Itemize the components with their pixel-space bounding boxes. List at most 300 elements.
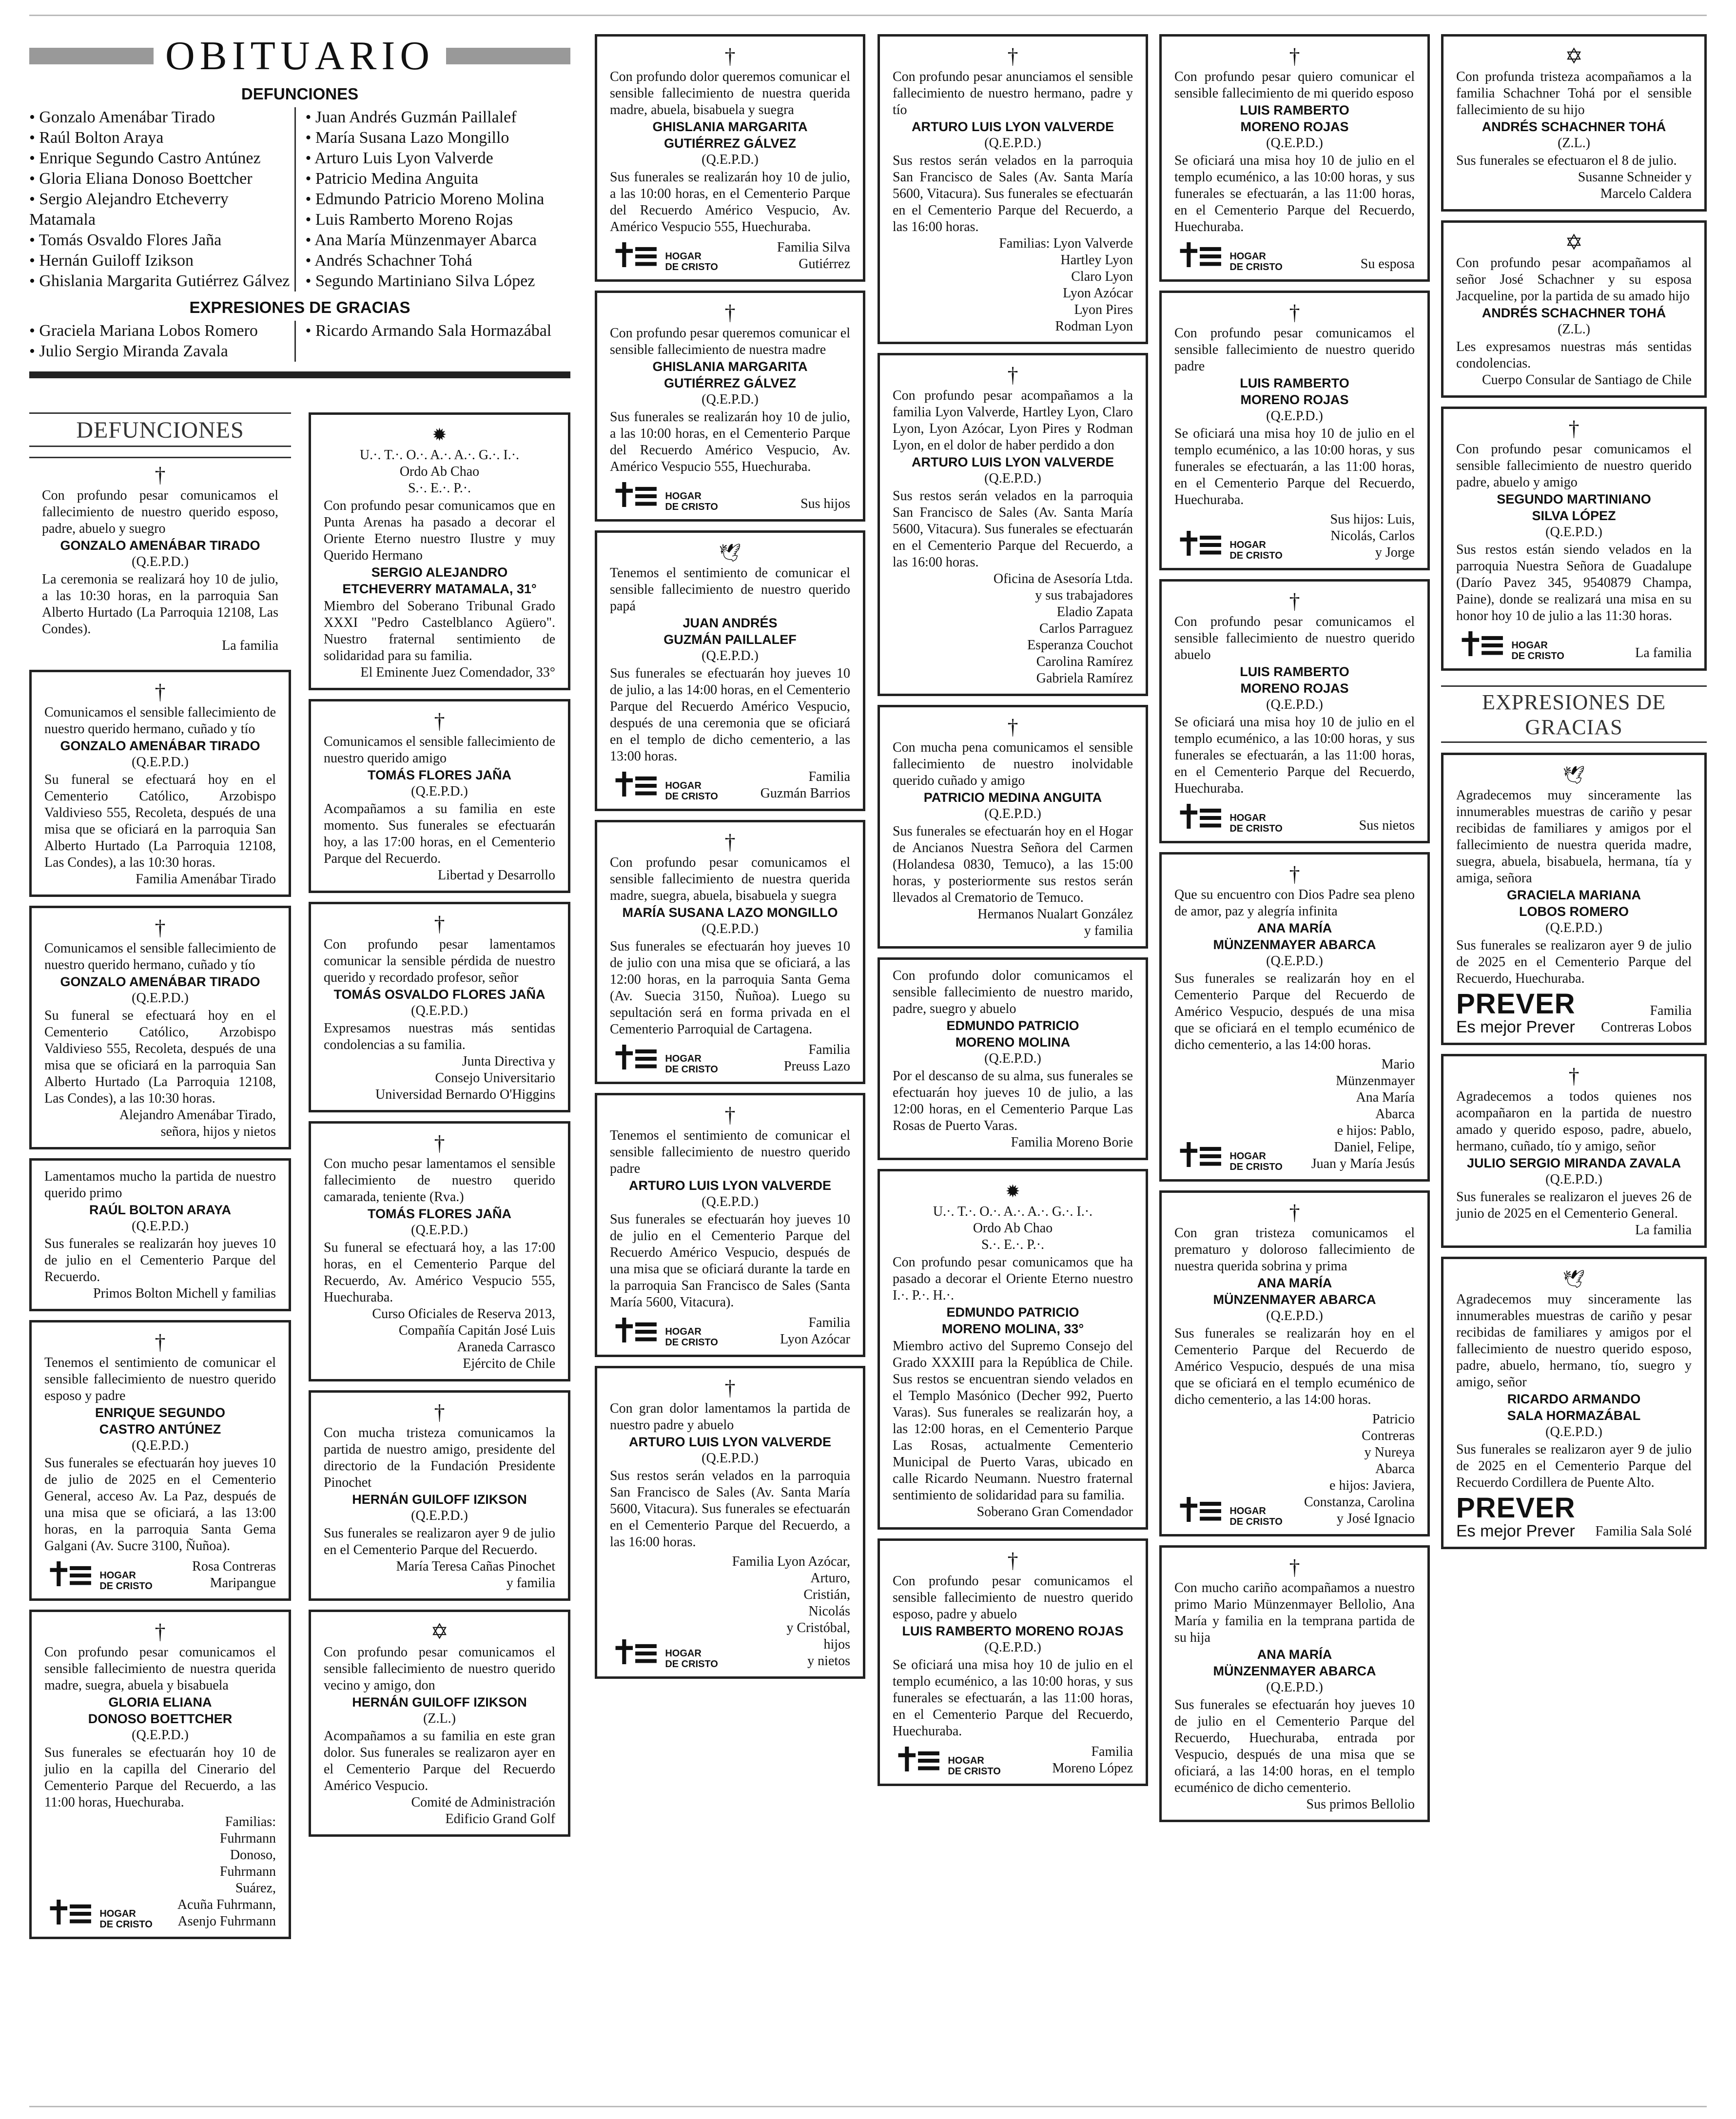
notice-signature: Familia Contreras Lobos: [1601, 1003, 1692, 1035]
hogar-de-cristo-logo: [610, 765, 850, 805]
notice-body: Sus funerales se efectuarán hoy jueves 10 de julio en el Cementerio Parque del Recuerdo, Huechuraba, entrada por Vespucio, después de una misa que se oficiará, a las 14:00 horas, en el templo ecuménico de dicho cementerio.: [1174, 1697, 1415, 1795]
column-3: [595, 34, 865, 1688]
cross-icon: †: [434, 1131, 445, 1155]
hogar-cross-icon: ✝≡: [893, 1740, 936, 1780]
obituary-notice: [878, 353, 1148, 696]
obituary-notice: [878, 957, 1148, 1160]
obituary-notice: [309, 412, 570, 690]
masthead-bar-left: [29, 48, 154, 64]
index-entry: • Enrique Segundo Castro Antúnez: [29, 148, 294, 169]
notice-signature: Oficina de Asesoría Ltda. y sus trabajadores Eladio Zapata Carlos Parraguez Esperanza Couchot Carolina Ramírez Gabriela Ramírez: [993, 571, 1133, 686]
index-entry: • Raúl Bolton Araya: [29, 128, 294, 148]
index-entry: • Julio Sergio Miranda Zavala: [29, 341, 294, 362]
prever-logo: [1456, 1494, 1692, 1540]
deceased-name: TOMÁS FLORES JAÑA: [367, 1206, 512, 1221]
notice-signature: Familia Amenábar Tirado: [136, 872, 276, 887]
notice-signature: María Teresa Cañas Pinochet y familia: [396, 1559, 555, 1591]
notice-body: Su funeral se efectuará hoy, a las 17:00 horas, en el Cementerio Parque del Recuerdo, Av. Américo Vespucio 555, Huechuraba.: [324, 1240, 555, 1305]
deceased-name: SERGIO ALEJANDRO ETCHEVERRY MATAMALA, 31°: [342, 565, 537, 596]
obituary-notice: [29, 1610, 291, 1939]
obituary-notice: [29, 670, 291, 897]
qepd-label: (Q.E.P.D.): [702, 392, 759, 407]
hogar-label: HOGAR DE CRISTO: [665, 251, 718, 272]
notice-body: Se oficiará una misa hoy 10 de julio en el templo ecuménico, a las 10:00 horas, y sus funerales se efectuarán, a las 11:00 horas, en el Cementerio Parque del Recuerdo, Huechuraba.: [1174, 153, 1415, 234]
index-list-col-2: [294, 321, 571, 362]
column-1b: [309, 412, 570, 1948]
deceased-name: EDMUNDO PATRICIO MORENO MOLINA, 33°: [941, 1305, 1084, 1336]
prever-slogan: Es mejor Prever: [1456, 1522, 1575, 1540]
notice-intro: Con profundo dolor queremos comunicar el sensible fallecimiento de nuestra querida madre, abuela, bisabuela y suegra: [610, 69, 850, 117]
cross-icon: †: [155, 463, 166, 487]
notice-signature: Susanne Schneider y Marcelo Caldera: [1578, 170, 1692, 201]
logo-row: [610, 1038, 850, 1078]
notice-signature: Primos Bolton Michell y familias: [93, 1286, 276, 1301]
logo-row: [610, 765, 850, 805]
deceased-name: GHISLANIA MARGARITA GUTIÉRREZ GÁLVEZ: [652, 119, 808, 151]
notice-body: Les expresamos nuestras más sentidas condolencias.: [1456, 339, 1692, 371]
column-6: [1441, 34, 1707, 1558]
deceased-name: GONZALO AMENÁBAR TIRADO: [60, 538, 260, 553]
qepd-label: (Q.E.P.D.): [411, 1508, 468, 1523]
notice-intro: Con profundo pesar anunciamos el sensible fallecimiento de nuestro hermano, padre y tío: [893, 69, 1133, 117]
logo-row: [610, 235, 850, 275]
obituary-notice: [1159, 1545, 1430, 1822]
notice-signature: Mario Münzenmayer Ana María Abarca e hijos: Pablo, Daniel, Felipe, Juan y María Jesús: [1311, 1057, 1415, 1171]
notice-intro: Agradecemos muy sinceramente las innumerables muestras de cariño y pesar recibidas de familiares y amigos por el fallecimiento de nuestro querido esposo, padre, abuelo, hermano, tío, suegro y amigo, señor: [1456, 1292, 1692, 1390]
notice-signature: Sus primos Bellolio: [1306, 1797, 1415, 1812]
notice-body: Sus funerales se efectuarán hoy en el Hogar de Ancianos Nuestra Señora del Carmen (Holandesa 0830, Temuco), a las 15:00 horas, y posteriormente sus restos serán llevados al Crematorio de Temuco.: [893, 824, 1133, 905]
logo-row: [1174, 235, 1415, 275]
notice-body: Sus funerales se efectuarán hoy jueves 10 de julio en el Cementerio Parque del Recuerdo Américo Vespucio, después de una misa que se oficiará durante la tarde en la parroquia San Francisco de Sales (Santa María 5600, Vitacura).: [610, 1212, 850, 1310]
deceased-name: GHISLANIA MARGARITA GUTIÉRREZ GÁLVEZ: [652, 359, 808, 390]
notice-signature: Familia Moreno López: [1052, 1744, 1133, 1776]
notice-intro: Comunicamos el sensible fallecimiento de nuestro querido hermano, cuñado y tío: [44, 705, 276, 737]
notice-body: Su funeral se efectuará hoy en el Cementerio Católico, Arzobispo Valdivieso 555, Recoleta, después de una misa que se oficiará en la parroquia San Alberto Hurtado (La Parroquia 12108, Las Condes), a las 10:30 horas.: [44, 1008, 276, 1106]
notice-body: Sus restos serán velados en la parroquia San Francisco de Sales (Av. Santa María 5600, Vitacura). Sus funerales se efectuarán en el Cementerio Parque del Recuerdo, a las 16:00 horas.: [893, 153, 1133, 234]
hogar-label: HOGAR DE CRISTO: [1229, 813, 1283, 834]
notice-intro: Con mucho cariño acompañamos a nuestro primo Mario Münzenmayer Bellolio, Ana María y familia en la temprana partida de su hija: [1174, 1580, 1415, 1645]
notice-intro: Con profunda tristeza acompañamos a la familia Schachner Tohá por el sensible fallecimiento de su hijo: [1456, 69, 1692, 117]
cross-icon: †: [1289, 1555, 1300, 1579]
cross-icon: †: [155, 680, 166, 704]
qepd-label: (Q.E.P.D.): [132, 991, 189, 1006]
notice-body: Sus restos están siendo velados en la parroquia Nuestra Señora de Guadalupe (Darío Pavez 345, 9540879 Champa, Paine), donde se realizará una misa en su honor hoy 10 de julio a las 11:30 horas.: [1456, 542, 1692, 623]
obituary-notice: [1441, 1257, 1707, 1549]
qepd-label: (Q.E.P.D.): [1545, 1172, 1602, 1187]
qepd-label: (Q.E.P.D.): [702, 921, 759, 936]
notice-body: Sus funerales se efectuaron el 8 de julio.: [1456, 153, 1677, 168]
notice-body: La ceremonia se realizará hoy 10 de julio, a las 10:30 horas, en la parroquia San Alberto Hurtado (La Parroquia 12108, Las Condes).: [42, 572, 278, 637]
qepd-label: (Q.E.P.D.): [1545, 1424, 1602, 1439]
qepd-label: (Z.L.): [423, 1711, 456, 1726]
index-entry: • Gonzalo Amenábar Tirado: [29, 107, 294, 128]
notice-stack-5: [1159, 34, 1430, 1822]
index-entry: • Andrés Schachner Tohá: [306, 251, 571, 271]
hogar-cross-icon: ✝≡: [1174, 1135, 1218, 1175]
index-entry: • Ricardo Armando Sala Hormazábal: [306, 321, 571, 341]
qepd-label: (Q.E.P.D.): [1266, 136, 1323, 151]
notice-body: Miembro activo del Supremo Consejo del Grado XXXIII para la República de Chile. Sus restos se encuentran siendo velados en el Templo Masónico (Decher 992, Puerto Varas). Sus funerales se realizarán hoy, a las 12:00 horas, en el Cementerio Parque Las Rosas, actualmente Cementerio Municipal de Puerto Varas, ubicado en calle Ricardo Neumann. Nuestro fraternal sentimiento de solidaridad para su familia.: [893, 1339, 1133, 1503]
notice-intro: Con profundo pesar comunicamos el sensible fallecimiento de nuestro querido padre, abuelo y amigo: [1456, 442, 1692, 490]
notice-body: Se oficiará una misa hoy 10 de julio en el templo ecuménico, a las 10:00 horas, y sus funerales se efectuarán, a las 11:00 horas, en el Cementerio Parque del Recuerdo, Huechuraba.: [893, 1657, 1133, 1739]
index-entry: • Sergio Alejandro Etcheverry Matamala: [29, 189, 294, 230]
hogar-label: HOGAR DE CRISTO: [948, 1755, 1001, 1777]
notice-body: Sus funerales se efectuarán hoy jueves 10 de julio de 2025 en el Cementerio General, acceso Av. La Paz, después de una misa que se oficiará, a las 13:00 horas, en la parroquia Santa Gema Galgani (Av. Sucre 3100, Ñuñoa).: [44, 1456, 276, 1554]
prever-slogan: Es mejor Prever: [1456, 1018, 1575, 1036]
deceased-name: ARTURO LUIS LYON VALVERDE: [911, 119, 1114, 134]
notice-intro: Agradecemos muy sinceramente las innumerables muestras de cariño y pesar recibidas de familiares y amigos por el fallecimiento de nuestra querida madre, suegra, abuela, bisabuela, hermana, tía y amiga, señora: [1456, 788, 1692, 886]
hogar-label: HOGAR DE CRISTO: [665, 1648, 718, 1670]
star-of-david-icon: ✡: [430, 1620, 449, 1644]
notice-body: Su funeral se efectuará hoy en el Cementerio Católico, Arzobispo Valdivieso 555, Recoleta, después de una misa que se oficiará en la parroquia San Alberto Hurtado (La Parroquia 12108, Las Condes), a las 10:30 horas.: [44, 772, 276, 870]
hogar-de-cristo-logo: [1174, 1411, 1415, 1530]
obituary-notice: [1159, 579, 1430, 843]
prever-logo: [1456, 990, 1692, 1036]
deceased-name: ANDRÉS SCHACHNER TOHÁ: [1482, 306, 1666, 320]
obituary-notice: [29, 906, 291, 1149]
qepd-label: (Q.E.P.D.): [1266, 953, 1323, 969]
qepd-label: (Q.E.P.D.): [132, 1438, 189, 1453]
index-entry: • María Susana Lazo Mongillo: [306, 128, 571, 148]
deceased-name: HERNÁN GUILOFF IZIKSON: [352, 1492, 527, 1507]
notice-intro: Con profundo pesar comunicamos el sensible fallecimiento de nuestra querida madre, suegra, abuela y bisabuela: [44, 1645, 276, 1693]
masonic-emblem-icon: ✹: [1005, 1182, 1020, 1201]
notice-stack-2: [309, 412, 570, 1837]
notice-signature: El Eminente Juez Comendador, 33°: [360, 665, 555, 680]
qepd-label: (Q.E.P.D.): [702, 1451, 759, 1466]
deceased-name: TOMÁS OSVALDO FLORES JAÑA: [333, 987, 546, 1002]
deceased-name: LUIS RAMBERTO MORENO ROJAS: [1240, 376, 1349, 407]
notice-signature: Libertad y Desarrollo: [437, 868, 555, 883]
index-entry: • Segundo Martiniano Silva López: [306, 271, 571, 292]
notice-stack-6: [1441, 34, 1707, 671]
notice-body: Acompañamos a su familia en este gran dolor. Sus funerales se realizaron ayer en el Cementerio Parque del Recuerdo Américo Vespucio.: [324, 1729, 555, 1793]
logo-row: [44, 1814, 276, 1933]
notice-intro: Con profundo pesar quiero comunicar el sensible fallecimiento de mi querido esposo: [1174, 69, 1415, 101]
notice-body: Sus funerales se realizarán hoy jueves 10 de julio en el Cementerio Parque del Recuerdo.: [44, 1236, 276, 1284]
cross-icon: †: [434, 709, 445, 733]
index-bottom-bar: [29, 371, 570, 378]
index-list-col-1: [29, 107, 294, 292]
obituary-notice: [309, 1610, 570, 1837]
hogar-label: HOGAR DE CRISTO: [1511, 640, 1564, 661]
deceased-name: ANA MARÍA MÜNZENMAYER ABARCA: [1213, 921, 1376, 952]
column-1: [29, 34, 570, 1948]
notice-signature: Curso Oficiales de Reserva 2013, Compañía Capitán José Luis Araneda Carrasco Ejército de Chile: [372, 1306, 555, 1371]
notice-intro: Con mucho pesar lamentamos el sensible fallecimiento de nuestro querido camarada, teniente (Rva.): [324, 1156, 555, 1205]
qepd-label: (Q.E.P.D.): [1545, 920, 1602, 935]
logo-row: [610, 1554, 850, 1670]
index-entry: • Luis Ramberto Moreno Rojas: [306, 210, 571, 230]
notice-intro: Con profundo pesar acompañamos al señor José Schachner y su esposa Jacqueline, por la partida de su amado hijo: [1456, 255, 1692, 304]
cross-icon: †: [724, 301, 736, 325]
deceased-name: SEGUNDO MARTINIANO SILVA LÓPEZ: [1497, 492, 1651, 523]
hogar-de-cristo-logo: [610, 1554, 850, 1670]
top-rule: [29, 15, 1707, 16]
notice-intro: Que su encuentro con Dios Padre sea pleno de amor, paz y alegría infinita: [1174, 887, 1415, 919]
notice-lead: Con profundo pesar comunicamos que en Punta Arenas ha pasado a decorar el Oriente Eterno nuestro Ilustre y muy Querido Hermano: [324, 498, 555, 563]
notice-body: Sus funerales se realizarán hoy en el Cementerio Parque del Recuerdo de Américo Vespucio, después de una misa que se oficiará en el templo ecuménico de dicho cementerio, a las 14:00 horas.: [1174, 1326, 1415, 1407]
notice-body: Por el descanso de su alma, sus funerales se efectuarán hoy jueves 10 de julio, a las 12:00 horas, en el Cementerio Parque Las Rosas de Puerto Varas.: [893, 1069, 1133, 1133]
deceased-name: ANA MARÍA MÜNZENMAYER ABARCA: [1213, 1647, 1376, 1678]
qepd-label: (Q.E.P.D.): [984, 136, 1041, 151]
deceased-name: JUAN ANDRÉS GUZMÁN PAILLALEF: [663, 616, 797, 647]
bottom-rule: [29, 2106, 1707, 2107]
obituary-notice: [1159, 291, 1430, 570]
notice-body: Sus funerales se realizarán hoy en el Cementerio Parque del Recuerdo de Américo Vespucio, después de una misa que se oficiará en el templo ecuménico de dicho cementerio, a las 14:00 horas.: [1174, 971, 1415, 1052]
index-entry: • Graciela Mariana Lobos Romero: [29, 321, 294, 341]
qepd-label: (Q.E.P.D.): [702, 1194, 759, 1209]
index-defunciones-list: [29, 107, 570, 292]
qepd-label: (Q.E.P.D.): [132, 755, 189, 770]
masthead: [29, 34, 570, 78]
column-5: [1159, 34, 1430, 1831]
logo-row: [44, 1557, 276, 1592]
hogar-cross-icon: ✝≡: [610, 475, 654, 515]
notice-stack-4: [878, 34, 1148, 1786]
deceased-name: GONZALO AMENÁBAR TIRADO: [60, 739, 260, 753]
index-list-col-2: [294, 107, 571, 292]
notice-intro: Lamentamos mucho la partida de nuestro querido primo: [44, 1169, 276, 1201]
qepd-label: (Q.E.P.D.): [1266, 1308, 1323, 1323]
star-of-david-icon: ✡: [1565, 44, 1583, 68]
notice-signature: Familias: Lyon Valverde Hartley Lyon Claro Lyon Lyon Azócar Lyon Pires Rodman Lyon: [999, 236, 1133, 334]
notice-signature: Comité de Administración Edificio Grand Golf: [411, 1795, 555, 1827]
deceased-name: RAÚL BOLTON ARAYA: [89, 1203, 232, 1217]
deceased-name: ANDRÉS SCHACHNER TOHÁ: [1482, 119, 1666, 134]
deceased-name: RICARDO ARMANDO SALA HORMAZÁBAL: [1507, 1392, 1641, 1423]
cross-icon: †: [1289, 301, 1300, 325]
deceased-name: ENRIQUE SEGUNDO CASTRO ANTÚNEZ: [95, 1405, 226, 1437]
cross-icon: †: [1007, 715, 1018, 739]
hogar-label: HOGAR DE CRISTO: [665, 1326, 718, 1348]
qepd-label: (Q.E.P.D.): [132, 554, 189, 569]
notice-signature: Familia Sala Solé: [1595, 1524, 1692, 1539]
notice-body: Sus restos serán velados en la parroquia San Francisco de Sales (Av. Santa María 5600, Vitacura). Sus funerales se efectuarán en el Cementerio Parque del Recuerdo, a las 16:00 horas.: [893, 488, 1133, 570]
notice-stack-1: [29, 457, 291, 1939]
cross-icon: †: [1568, 417, 1580, 441]
qepd-label: (Q.E.P.D.): [702, 152, 759, 167]
obituary-notice: [29, 1158, 291, 1311]
qepd-label: (Q.E.P.D.): [984, 806, 1041, 821]
column-4: [878, 34, 1148, 1795]
notice-body: Sus restos serán velados en la parroquia San Francisco de Sales (Av. Santa María 5600, Vitacura). Sus funerales se efectuarán en el Cementerio Parque del Recuerdo, a las 16:00 horas.: [610, 1468, 850, 1550]
notice-intro: Con profundo pesar comunicamos el sensible fallecimiento de nuestra querida madre, suegra, abuela, bisabuela y suegra: [610, 855, 850, 903]
notice-intro: Con profundo pesar comunicamos el sensible fallecimiento de nuestro querido padre: [1174, 326, 1415, 374]
hogar-de-cristo-logo: [893, 1740, 1133, 1780]
obituary-notice: [595, 820, 865, 1084]
deceased-name: LUIS RAMBERTO MORENO ROJAS: [1240, 664, 1349, 696]
hogar-de-cristo-logo: [1174, 235, 1415, 275]
notice-signature: Hermanos Nualart González y familia: [977, 907, 1133, 938]
notice-signature: Alejandro Amenábar Tirado, señora, hijos y nietos: [119, 1108, 276, 1139]
logo-row: [610, 475, 850, 515]
cross-icon: †: [1289, 862, 1300, 886]
hogar-cross-icon: ✝≡: [1174, 524, 1218, 564]
masonic-emblem-icon: ✹: [432, 425, 447, 445]
hogar-de-cristo-logo: [1174, 1056, 1415, 1175]
index-entry: • Hernán Guiloff Izikson: [29, 251, 294, 271]
notice-body: Acompañamos a su familia en este momento. Sus funerales se efectuarán hoy, a las 17:00 horas, en el Cementerio Parque del Recuerdo.: [324, 801, 555, 866]
notice-body: Sus funerales se realizaron ayer 9 de julio de 2025 en el Cementerio Parque del Recuerdo, Huechuraba.: [1456, 938, 1692, 986]
obituary-notice: [1441, 1054, 1707, 1248]
hogar-label: HOGAR DE CRISTO: [99, 1908, 153, 1930]
logo-row: [1174, 1411, 1415, 1530]
hogar-de-cristo-logo: [610, 1311, 850, 1351]
index-entry: • Juan Andrés Guzmán Paillalef: [306, 107, 571, 128]
notice-signature: Familia Guzmán Barrios: [760, 769, 850, 801]
obituary-notice: [878, 1538, 1148, 1786]
prever-name: PREVER: [1456, 988, 1576, 1020]
notice-signature: Sus hijos: [800, 496, 850, 511]
hogar-de-cristo-logo: [1174, 511, 1415, 564]
notice-intro: Tenemos el sentimiento de comunicar el sensible fallecimiento de nuestro querido esposo y padre: [44, 1355, 276, 1403]
hogar-cross-icon: ✝≡: [610, 1038, 654, 1078]
index-list-col-1: [29, 321, 294, 362]
logo-row: [893, 1740, 1133, 1780]
deceased-name: MARÍA SUSANA LAZO MONGILLO: [622, 905, 838, 920]
notice-intro: Con profundo pesar lamentamos comunicar la sensible pérdida de nuestro querido y recordado profesor, señor: [324, 937, 555, 985]
cross-icon: †: [1568, 1064, 1580, 1088]
index-entry: • Gloria Eliana Donoso Boettcher: [29, 169, 294, 189]
hogar-label: HOGAR DE CRISTO: [1229, 540, 1283, 561]
notice-body: Sus funerales se efectuarán hoy jueves 10 de julio, a las 14:00 horas, en el Cementerio Parque del Recuerdo Américo Vespucio, después de una ceremonia que se oficiará en el templo de dicho cementerio, a las 13:00 horas.: [610, 666, 850, 764]
notice-signature: Familia Moreno Borie: [1011, 1135, 1133, 1150]
deceased-name: EDMUNDO PATRICIO MORENO MOLINA: [946, 1018, 1079, 1050]
obituary-notice: [29, 457, 291, 661]
cross-icon: †: [1289, 1201, 1300, 1225]
notice-intro: Con profundo dolor comunicamos el sensible fallecimiento de nuestro marido, padre, suegro y abuelo: [893, 968, 1133, 1016]
hogar-cross-icon: ✝≡: [1174, 797, 1218, 837]
notice-signature: Familia Lyon Azócar, Arturo, Cristián, Nicolás y Cristóbal, hijos y nietos: [732, 1554, 850, 1669]
obituary-notice: [595, 1093, 865, 1357]
deceased-name: LUIS RAMBERTO MORENO ROJAS: [1240, 103, 1349, 134]
hogar-label: HOGAR DE CRISTO: [1229, 1151, 1283, 1172]
qepd-label: (Q.E.P.D.): [984, 1640, 1041, 1655]
notice-stack-gracias: [1441, 753, 1707, 1549]
dove-icon: 🕊: [1562, 1269, 1585, 1289]
notice-intro: Comunicamos el sensible fallecimiento de nuestro querido amigo: [324, 734, 555, 766]
notice-intro: Con profundo pesar comunicamos el sensible fallecimiento de nuestro querido vecino y amigo, don: [324, 1645, 555, 1693]
notice-intro: Tenemos el sentimiento de comunicar el sensible fallecimiento de nuestro querido padre: [610, 1128, 850, 1176]
notice-body: Sus funerales se realizarán hoy 10 de julio, a las 10:00 horas, en el Cementerio Parque del Recuerdo Américo Vespucio, Av. Américo Vespucio 555, Huechuraba.: [610, 409, 850, 474]
qepd-label: (Z.L.): [1558, 322, 1590, 337]
obituary-notice: [1441, 753, 1707, 1045]
index-gracias-title: EXPRESIONES DE GRACIAS: [189, 298, 410, 316]
cross-icon: †: [724, 830, 736, 854]
dove-icon: 🕊: [1562, 765, 1585, 785]
hogar-cross-icon: ✝≡: [610, 235, 654, 275]
cross-icon: †: [434, 912, 445, 936]
notice-intro: Con profundo pesar queremos comunicar el sensible fallecimiento de nuestra madre: [610, 326, 850, 357]
notice-body: Se oficiará una misa hoy 10 de julio en el templo ecuménico, a las 10:00 horas, y sus funerales se efectuarán, a las 11:00 horas, en el Cementerio Parque del Recuerdo, Huechuraba.: [1174, 426, 1415, 507]
obituary-notice: [29, 1320, 291, 1601]
logo-row: [1174, 797, 1415, 837]
obituary-notice: [878, 1169, 1148, 1530]
notice-body: Se oficiará una misa hoy 10 de julio en el templo ecuménico, a las 10:00 horas, y sus funerales se efectuarán, a las 11:00 horas, en el Cementerio Parque del Recuerdo, Huechuraba.: [1174, 715, 1415, 796]
index-entry: • Tomás Osvaldo Flores Jaña: [29, 230, 294, 251]
notice-signature: Cuerpo Consular de Santiago de Chile: [1482, 372, 1692, 388]
deceased-name: GLORIA ELIANA DONOSO BOETTCHER: [88, 1695, 233, 1726]
index-entry: • Ana María Münzenmayer Abarca: [306, 230, 571, 251]
notice-intro: Con profundo pesar acompañamos a la familia Lyon Valverde, Hartley Lyon, Claro Lyon, Lyon Azócar, Lyon Pires y Rodman Lyon, en el dolor de haber perdido a don: [893, 388, 1133, 453]
obituary-notice: [1441, 34, 1707, 212]
column-1-subcols: [29, 412, 570, 1948]
cross-icon: †: [434, 1400, 445, 1424]
hogar-cross-icon: ✝≡: [1456, 624, 1500, 664]
hogar-cross-icon: ✝≡: [44, 1893, 88, 1933]
hogar-label: HOGAR DE CRISTO: [665, 491, 718, 512]
notice-intro: U.·. T.·. O.·. A.·. A.·. G.·. I.·. Ordo Ab Chao S.·. E.·. P.·.: [933, 1204, 1093, 1252]
notice-intro: Con profundo pesar comunicamos el sensible fallecimiento de nuestro querido abuelo: [1174, 614, 1415, 662]
obituary-notice: [1159, 1190, 1430, 1536]
notice-intro: Con mucha pena comunicamos el sensible fallecimiento de nuestro inolvidable querido cuñado y amigo: [893, 740, 1133, 788]
hogar-de-cristo-logo: [44, 1557, 276, 1592]
notice-intro: Con profundo pesar comunicamos el sensible fallecimiento de nuestro querido esposo, padre y abuelo: [893, 1574, 1133, 1622]
qepd-label: (Q.E.P.D.): [1266, 697, 1323, 712]
qepd-label: (Q.E.P.D.): [984, 471, 1041, 486]
notice-body: Sus funerales se realizaron ayer 9 de julio en el Cementerio Parque del Recuerdo.: [324, 1526, 555, 1557]
notice-signature: Rosa Contreras Maripangue: [192, 1559, 276, 1591]
column-1a: [29, 412, 291, 1948]
notice-intro: Tenemos el sentimiento de comunicar el sensible fallecimiento de nuestro querido papá: [610, 565, 850, 614]
obituary-notice: [595, 530, 865, 811]
hogar-cross-icon: ✝≡: [610, 765, 654, 805]
index-panel: [29, 34, 570, 378]
deceased-name: JULIO SERGIO MIRANDA ZAVALA: [1466, 1156, 1681, 1170]
cross-icon: †: [155, 916, 166, 940]
index-entry: • Ghislania Margarita Gutiérrez Gálvez: [29, 271, 294, 292]
cross-icon: †: [1289, 44, 1300, 68]
cross-icon: †: [1289, 589, 1300, 613]
hogar-de-cristo-logo: [1456, 624, 1692, 664]
qepd-label: (Q.E.P.D.): [132, 1219, 189, 1234]
notice-intro: Con gran dolor lamentamos la partida de nuestro padre y abuelo: [610, 1401, 850, 1433]
qepd-label: (Q.E.P.D.): [1545, 525, 1602, 540]
qepd-label: (Z.L.): [1558, 136, 1590, 151]
qepd-label: (Q.E.P.D.): [411, 1223, 468, 1238]
hogar-cross-icon: ✝≡: [610, 1633, 654, 1672]
notice-signature: Familia Lyon Azócar: [780, 1315, 850, 1347]
qepd-label: (Q.E.P.D.): [702, 648, 759, 663]
notice-signature: Sus hijos: Luis, Nicolás, Carlos y Jorge: [1330, 512, 1415, 560]
notice-signature: Soberano Gran Comendador: [976, 1504, 1133, 1519]
obituary-notice: [595, 34, 865, 282]
notice-body: Sus funerales se realizaron el jueves 26 de junio de 2025 en el Cementerio General.: [1456, 1189, 1692, 1221]
hogar-label: HOGAR DE CRISTO: [1229, 1506, 1283, 1527]
section-header-gracias: EXPRESIONES DE GRACIAS: [1441, 685, 1707, 743]
obituary-notice: [878, 34, 1148, 344]
hogar-cross-icon: ✝≡: [610, 1311, 654, 1351]
qepd-label: (Q.E.P.D.): [984, 1051, 1041, 1066]
notice-signature: Sus nietos: [1359, 818, 1415, 833]
deceased-name: ARTURO LUIS LYON VALVERDE: [628, 1178, 832, 1193]
deceased-name: PATRICIO MEDINA ANGUITA: [923, 790, 1102, 805]
notice-signature: Junta Directiva y Consejo Universitario Universidad Bernardo O'Higgins: [375, 1054, 555, 1102]
logo-row: [610, 1311, 850, 1351]
qepd-label: (Q.E.P.D.): [411, 784, 468, 799]
logo-row: [1456, 624, 1692, 664]
notice-body: Miembro del Soberano Tribunal Grado XXXI "Pedro Castelblanco Agüero". Nuestro fraternal sentimiento de solidaridad para su familia.: [324, 599, 555, 663]
cross-icon: †: [724, 1376, 736, 1400]
logo-row: [1174, 511, 1415, 564]
obituary-notice: [595, 1366, 865, 1679]
index-gracias-list: [29, 321, 570, 362]
hogar-cross-icon: ✝≡: [1174, 1490, 1218, 1530]
notice-signature: Su esposa: [1360, 256, 1415, 272]
obituary-notice: [309, 902, 570, 1112]
obituary-notice: [1441, 407, 1707, 671]
